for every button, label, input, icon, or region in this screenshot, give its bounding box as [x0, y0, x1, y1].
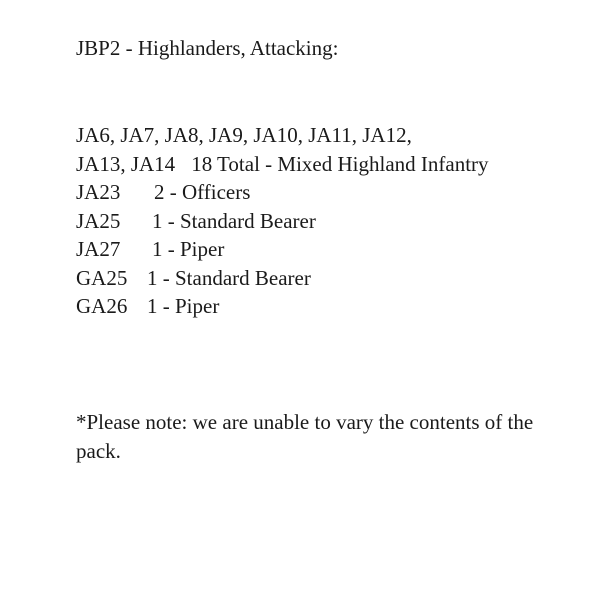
figure-description: 18 Total - Mixed Highland Infantry: [191, 151, 489, 176]
figure-codes: GA25: [76, 265, 128, 290]
figure-description: 2 - Officers: [154, 180, 251, 204]
figure-description: 1 - Piper: [152, 237, 225, 261]
figure-codes: JA23: [76, 180, 121, 204]
figure-description: 1 - Standard Bearer: [147, 265, 311, 290]
figure-codes: JA25: [76, 208, 121, 233]
list-row: [76, 121, 489, 150]
figure-description: 1 - Piper: [147, 294, 220, 318]
figure-codes: JA13, JA14: [76, 151, 176, 176]
list-row: [76, 207, 489, 236]
figure-description: 1 - Standard Bearer: [152, 208, 316, 233]
list-row: [76, 235, 489, 264]
pack-note: *Please note: we are unable to vary the contents of the pack.: [76, 410, 534, 463]
pack-title: JBP2 - Highlanders, Attacking:: [76, 36, 339, 60]
list-row: [76, 150, 489, 179]
list-row: [76, 292, 489, 321]
list-row: [76, 178, 489, 207]
list-row: [76, 264, 489, 293]
figure-codes: GA26: [76, 294, 128, 318]
contents-list: [76, 121, 489, 321]
figure-codes: JA6, JA7, JA8, JA9, JA10, JA11, JA12,: [76, 123, 412, 147]
figure-codes: JA27: [76, 237, 121, 261]
